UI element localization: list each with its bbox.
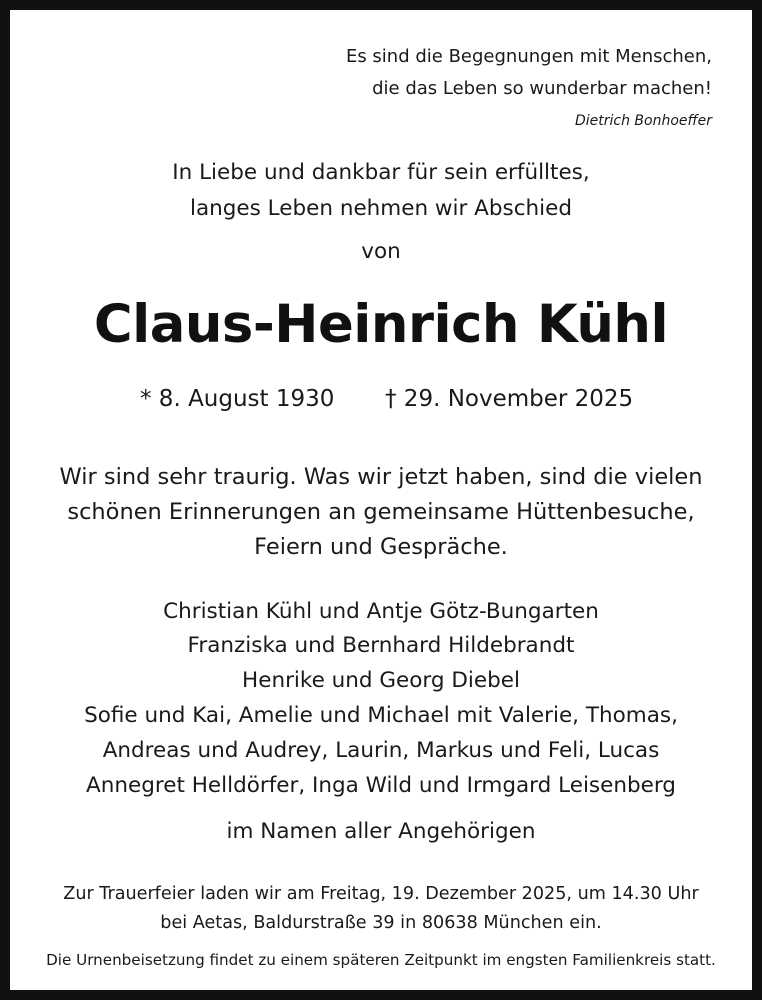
urn-note: Die Urnenbeisetzung findet zu einem späteren Zeitpunkt im engsten Familienkreis statt. bbox=[46, 951, 716, 969]
mourner-line-6: Annegret Helldörfer, Inga Wild und Irmgard Leisenberg bbox=[86, 773, 676, 798]
mourner-line-2: Franziska und Bernhard Hildebrandt bbox=[187, 633, 575, 658]
intro-von: von bbox=[361, 239, 401, 264]
quote-line-1: Es sind die Begegnungen mit Menschen, bbox=[345, 46, 712, 67]
service-line-2: bei Aetas, Baldurstraße 39 in 80638 München ein. bbox=[160, 913, 602, 933]
death-date: † 29. November 2025 bbox=[385, 386, 634, 412]
intro-line-2: langes Leben nehmen wir Abschied bbox=[189, 196, 573, 221]
mourner-line-4: Sofie und Kai, Amelie und Michael mit Valerie, Thomas, bbox=[84, 703, 678, 728]
mourner-line-5: Andreas und Audrey, Laurin, Markus und Feli, Lucas bbox=[102, 738, 660, 763]
service-line-1: Zur Trauerfeier laden wir am Freitag, 19. Dezember 2025, um 14.30 Uhr bbox=[63, 884, 699, 904]
message-line-3: Feiern und Gespräche. bbox=[254, 534, 508, 560]
on-behalf-line: im Namen aller Angehörigen bbox=[226, 819, 536, 844]
birth-date: * 8. August 1930 bbox=[140, 386, 335, 412]
message-line-2: schönen Erinnerungen an gemeinsame Hüttenbesuche, bbox=[67, 499, 695, 525]
mourner-line-1: Christian Kühl und Antje Götz-Bungarten bbox=[163, 599, 599, 624]
deceased-name: Claus-Heinrich Kühl bbox=[93, 294, 669, 355]
message-line-1: Wir sind sehr traurig. Was wir jetzt haben, sind die vielen bbox=[59, 464, 703, 490]
intro-line-1: In Liebe und dankbar für sein erfülltes, bbox=[172, 160, 590, 185]
mourner-line-3: Henrike und Georg Diebel bbox=[242, 668, 520, 693]
quote-line-2: die das Leben so wunderbar machen! bbox=[372, 78, 712, 99]
quote-author: Dietrich Bonhoeffer bbox=[574, 113, 712, 129]
